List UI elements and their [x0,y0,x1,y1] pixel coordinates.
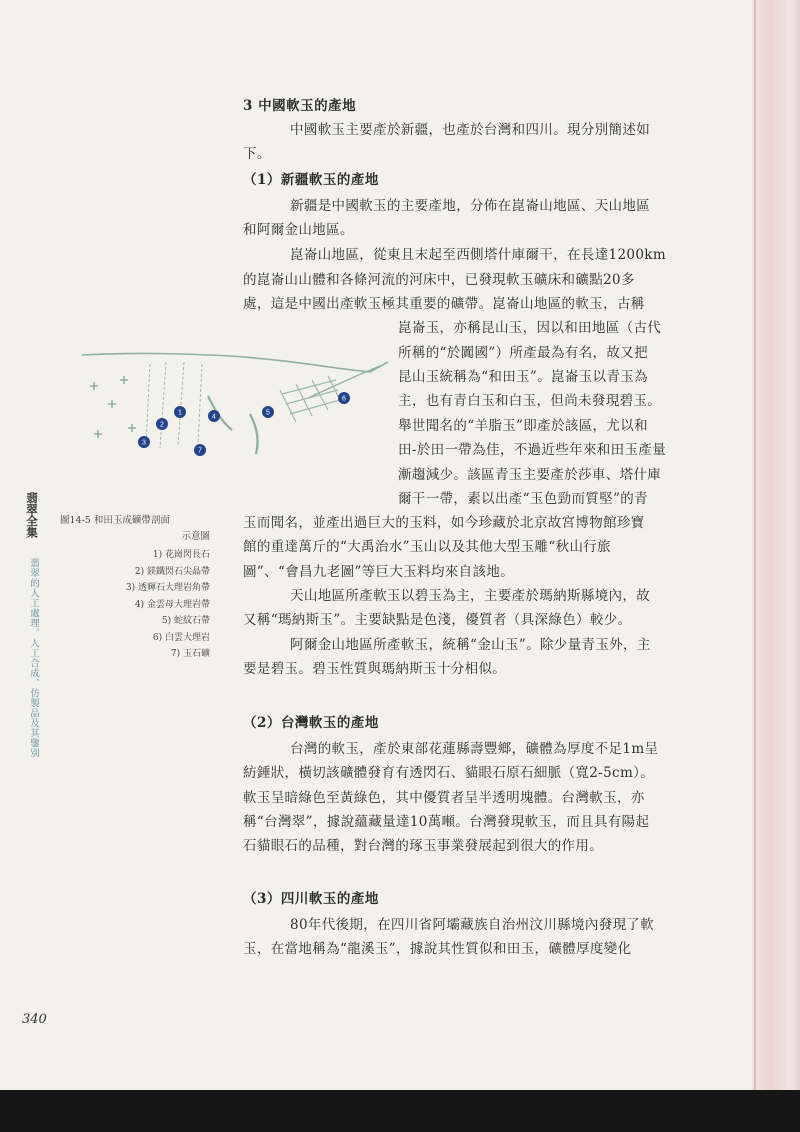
text-line: 下。 [243,146,271,162]
text-line: 紡錘狀，橫切該礦體發育有透閃石、貓眼石原石細脈（寬2-5cm）。 [243,765,655,781]
granodiorite-crosses [90,376,136,438]
text-line: 田-於田一帶為佳，不過近些年來和田玉產量 [398,442,667,458]
chapter-title-vertical: 翡翠的人工處理、人工合成、仿製品及其鑒別 [28,558,39,758]
dolomite-marble-grid [280,376,342,422]
text-line: 的崑崙山山體和各條河流的河床中，已發現軟玉礦床和礦點20多 [243,272,635,288]
xinjiang-heading: （1）新疆軟玉的產地 [243,172,379,188]
text-line: 稱“台灣翠”，據說蘊藏量達10萬噸。台灣發現軟玉，而且具有陽起 [243,814,650,830]
text-line: 玉，在當地稱為“龍溪玉”，據說其性質似和田玉，礦體厚度變化 [243,941,632,957]
zone-marker-label: 7 [198,447,202,455]
text-line: 台灣的軟玉，產於東部花蓮縣壽豐鄉，礦體為厚度不足1m呈 [290,741,659,757]
text-line: 和阿爾金山地區。 [243,222,354,238]
text-line: 新疆是中國軟玉的主要產地，分佈在崑崙山地區、天山地區 [290,198,651,214]
text-line: 舉世聞名的“羊脂玉”即產於該區，尤以和 [398,418,648,434]
text-line: 爾干一帶，素以出產“玉色勁而質堅”的青 [398,491,648,507]
text-line: 石貓眼石的品種，對台灣的琢玉事業發展起到很大的作用。 [243,838,604,854]
legend-item: 4) 金雲母大理岩帶 [134,599,210,610]
legend-item: 5) 蛇紋石帶 [161,616,210,626]
text-line: 所稱的“於闐國”）所產最為有名，故又把 [398,345,648,361]
sichuan-heading: （3）四川軟玉的產地 [243,891,379,907]
contact-zone-lines [146,362,202,448]
text-line: 館的重達萬斤的“大禹治水”玉山以及其他大型玉雕“秋山行旅 [243,539,612,555]
text-line: 天山地區所產軟玉以碧玉為主，主要產於瑪納斯縣境內，故 [290,588,651,604]
zone-marker-label: 1 [178,409,182,417]
text-line: 圖”、“會昌九老圖”等巨大玉料均來自該地。 [243,564,515,580]
legend-item: 3) 透輝石大理岩角帶 [125,583,210,593]
text-line: 軟玉呈暗綠色至黃綠色，其中優質者呈半透明塊體。台灣軟玉，亦 [243,790,645,806]
caption-title-cont: 示意圖 [181,531,210,542]
text-line: 崑崙玉，亦稱昆山玉，因以和田地區（古代 [398,320,662,336]
scan-border [0,1090,800,1132]
zone-marker-label: 4 [212,413,216,421]
zone-markers [138,392,350,456]
text-line: 要是碧玉。碧玉性質與瑪納斯玉十分相似。 [243,661,507,677]
text-line: 阿爾金山地區所產軟玉，統稱“金山玉”。除少量青玉外，主 [290,637,651,653]
text-line: 漸趨減少。該區青玉主要產於莎車、塔什庫 [398,467,662,483]
text-line: 80年代後期，在四川省阿壩藏族自治州汶川縣境內發現了軟 [290,917,655,933]
zone-marker-label: 6 [342,395,346,403]
legend-item: 6) 白雲大理岩 [152,632,210,643]
zone-marker-label: 5 [266,409,270,417]
figure-caption [60,513,210,663]
ore-belt-cross-section-figure [80,350,390,460]
page-number: 340 [22,1012,47,1027]
surface-line [82,353,388,372]
taiwan-heading: （2）台灣軟玉的產地 [243,715,379,731]
page-gutter [752,0,800,1090]
text-line: 昆山玉統稱為“和田玉”。崑崙玉以青玉為 [398,369,648,385]
caption-title: 圖14-5 和田玉成礦帶剖面 [60,515,170,526]
zone-marker-label: 3 [142,439,146,447]
text-line: 崑崙山地區，從東且末起至西側塔什庫爾干，在長達1200km [290,247,666,263]
jade-vein [250,414,258,454]
legend-item: 7) 玉石礦 [170,649,210,659]
text-line: 處，這是中國出產軟玉極其重要的礦帶。崑崙山地區的軟玉，古稱 [243,296,645,312]
zone-marker-label: 2 [160,421,164,429]
book-title-vertical: 翡翠全集 [25,492,39,538]
legend-item: 2) 鎂鐵閃石尖晶帶 [134,566,210,577]
text-line: 主，也有青白玉和白玉，但尚未發現碧玉。 [398,393,662,409]
figure-legend [60,547,210,663]
text-line: 玉而聞名，並產出過巨大的玉料，如今珍藏於北京故宮博物館珍寶 [243,515,645,531]
text-line: 又稱“瑪納斯玉”。主要缺點是色淺，優質者（具深綠色）較少。 [243,612,632,628]
legend-item: 1) 花崗閃長石 [152,550,210,560]
main-section-heading: 3 中國軟玉的產地 [243,98,357,114]
gutter-fold [754,0,756,1090]
text-line: 中國軟玉主要產於新疆，也產於台灣和四川。現分別簡述如 [290,122,651,138]
